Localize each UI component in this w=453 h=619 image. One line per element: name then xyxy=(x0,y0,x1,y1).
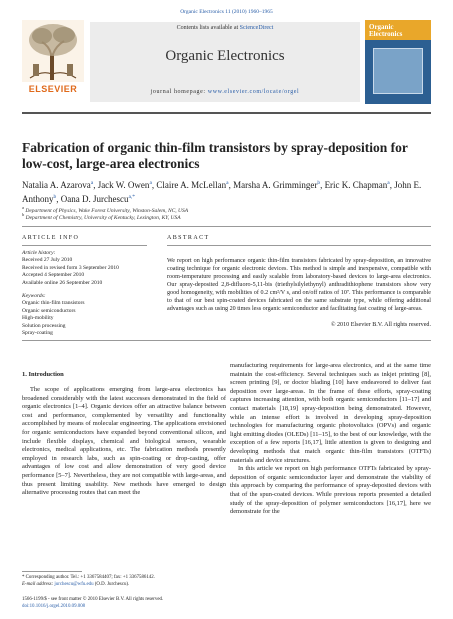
author-email-link[interactable]: jurchescu@wfu.edu xyxy=(54,581,94,587)
divider xyxy=(167,245,431,246)
author-name[interactable]: Marsha A. Grimminger xyxy=(233,180,318,190)
keyword-item: High-mobility xyxy=(22,315,54,322)
author-affiliation-marker[interactable]: b xyxy=(317,180,321,186)
footnote-email-line: E-mail address: jurchescu@wfu.edu (O.D. Jurchescu). xyxy=(22,581,130,587)
keyword-item: Spray-coating xyxy=(22,330,53,337)
paragraph: manufacturing requirements for large-area electronics, and at the same time maintain the cost-efficiency. Several techniques such as inkjet printing [8], screen printing [9], or doctor blading [10] have endeavored to deliver fast deposition over large-areas. In the frame of these efforts, spray-coating captures increasing attention, with both organic semiconductors [11–17] and contact materials [18,19] spray-deposition being demonstrated. However, while an intense effort is involved in developing spray-deposition technologies for manufacturing organic photovoltaics (OPVs) and organic light emitting diodes (OLEDs) [11–15], to the best of our knowledge, with the exception of a few reports [16,17], little attention is given to designing and developing methods that match organic thin-film transistors (OTFTs) materials and device structures. xyxy=(230,362,431,464)
keyword-item: Solution processing xyxy=(22,322,66,329)
author-affiliation-marker[interactable]: a xyxy=(226,180,229,186)
author-affiliation-marker[interactable]: a xyxy=(149,180,152,186)
paragraph: In this article we report on high performance OTFTs fabricated by spray-deposition of organic semiconductor layer and demonstrate the viability of this approach by comparing the performance of spray-deposited devices with that of the spun-coated devices. While previous reports presented a detailed study of the spray-deposition of polymer semiconductors [16,17], here we demonstrate for the xyxy=(230,465,431,516)
paragraph: The scope of applications emerging from large-area electronics has broadened considerably with the latest successes demonstrated in the field of organic electronics [1–4]. Organic devices offer an attractive balance between cost and performance, complemented by versatility and functionality accomplished by means of molecular engineering. The applications envisioned for organic semiconductors have expanded beyond conventional silicon, and include flexible displays, chemical and biological sensors, wearable electronics, medical applications, etc. The fabrication methods presently employed in research labs, such as spin-coating or drop-casting, offer advantages of low cost and allow demonstration of very good device performance [5–7]. Nevertheless, they are not compatible with large-areas, and thus present limiting usability. New methods have emerged to design alternative processing routes that can meet the xyxy=(22,386,226,497)
elsevier-tree-icon xyxy=(22,20,84,82)
history-item: Received 27 July 2010 xyxy=(22,257,73,264)
intro-left-column xyxy=(22,386,226,498)
masthead-center-panel xyxy=(90,22,360,102)
author-name[interactable]: Jack W. Owen xyxy=(97,180,150,190)
journal-homepage: journal homepage: www.elsevier.com/locate/orgel xyxy=(150,89,300,95)
affiliation-a: $^a$ Department of Physics, Wake Forest University, Winston-Salem, NC, USA xyxy=(22,205,189,214)
footnote-contact: * Corresponding author. Tel.: +1 3367584407; fax: +1 3367586142. xyxy=(22,575,155,580)
article-identifiers xyxy=(22,597,242,610)
affiliation-b: $^b$ Department of Chemistry, University of Kentucky, Lexington, KY, USA xyxy=(22,212,181,221)
journal-homepage-link[interactable]: www.elsevier.com/locate/orgel xyxy=(207,89,300,95)
elsevier-wordmark: ELSEVIER xyxy=(28,84,78,94)
footnote-rule xyxy=(22,571,82,572)
author-separator: , xyxy=(56,194,61,204)
author-affiliation-marker[interactable]: a xyxy=(90,180,94,186)
author-name[interactable]: Claire A. McLellan xyxy=(156,180,227,190)
author-separator: , xyxy=(389,180,395,190)
author-separator: , xyxy=(320,180,325,190)
article-info-heading: ARTICLE INFO xyxy=(22,235,80,241)
history-item: Available online 26 September 2010 xyxy=(22,279,103,286)
doi-link[interactable]: doi:10.1016/j.orgel.2010.09.008 xyxy=(22,603,86,609)
divider xyxy=(22,245,147,246)
keywords xyxy=(22,293,147,337)
journal-masthead xyxy=(22,20,431,108)
keyword-item: Organic semiconductors xyxy=(22,307,76,314)
author-list xyxy=(22,177,431,205)
issn-line: 1566-1199/$ - see front matter © 2010 Elsevier B.V. All rights reserved. xyxy=(22,597,164,602)
contents-availability: Contents lists available at ScienceDirect xyxy=(176,25,274,31)
article-history xyxy=(22,250,147,287)
history-item: Received in revised form 3 September 2010 xyxy=(22,264,119,271)
author-name[interactable]: Natalia A. Azarova xyxy=(22,180,91,190)
author-affiliation-marker[interactable]: b xyxy=(53,194,57,200)
journal-reference[interactable]: Organic Electronics 11 (2010) 1960–1965 xyxy=(180,9,273,15)
history-item: Accepted 4 September 2010 xyxy=(22,272,85,279)
copyright: © 2010 Elsevier B.V. All rights reserved. xyxy=(330,322,431,328)
journal-cover-thumbnail[interactable] xyxy=(365,20,431,104)
cover-art xyxy=(373,48,423,94)
article-title: Fabrication of organic thin-film transistors by spray-deposition for low-cost, large-area electronics xyxy=(22,140,408,171)
author-affiliation-marker[interactable]: a,* xyxy=(128,194,136,200)
divider xyxy=(22,340,431,341)
author-affiliation-marker[interactable]: a xyxy=(387,180,390,186)
intro-right-column xyxy=(230,362,431,517)
author-separator: , xyxy=(228,180,234,190)
cover-title: Organic Electronics xyxy=(369,23,403,39)
section-heading: 1. Introduction xyxy=(22,371,64,378)
author-name[interactable]: Eric K. Chapman xyxy=(324,180,388,190)
abstract-heading: ABSTRACT xyxy=(167,235,210,241)
author-separator: , xyxy=(151,180,157,190)
author-name[interactable]: John E. Anthony xyxy=(22,180,422,204)
history-label: Article history: xyxy=(22,250,56,256)
abstract-text: We report on high performance organic thin-film transistors fabricated by spray-deposition, an innovative coating technique for organic electronic devices. This method is simple and inexpensive, compatible with room-temperature processing and easily scalable from laboratory-based devices to large-area electronics. Our spray-deposited 2,8-difluoro-5,11-bis (triethylsilylethynyl) anthradithiophene transistors show very good homogeneity, with mobilities of 0.2 cm²/V s, and on/off ratios of 10⁷. This performance is comparable to that of our best spin-coated devices fabricated on the same substrate type, while offering additional advantages such as using 20 times less organic semiconductor and facilitating fast coating of large-areas. xyxy=(167,258,431,312)
divider xyxy=(22,226,431,227)
journal-title: Organic Electronics xyxy=(165,48,285,64)
elsevier-logo[interactable] xyxy=(22,20,84,100)
sciencedirect-link[interactable]: ScienceDirect xyxy=(239,25,274,31)
corresponding-author-footnote xyxy=(22,575,226,588)
masthead-rule xyxy=(22,112,431,114)
author-separator: , xyxy=(93,180,98,190)
keywords-label: Keywords: xyxy=(22,293,46,299)
author-name[interactable]: Oana D. Jurchescu xyxy=(60,194,129,204)
keyword-item: Organic thin-film transistors xyxy=(22,300,85,307)
